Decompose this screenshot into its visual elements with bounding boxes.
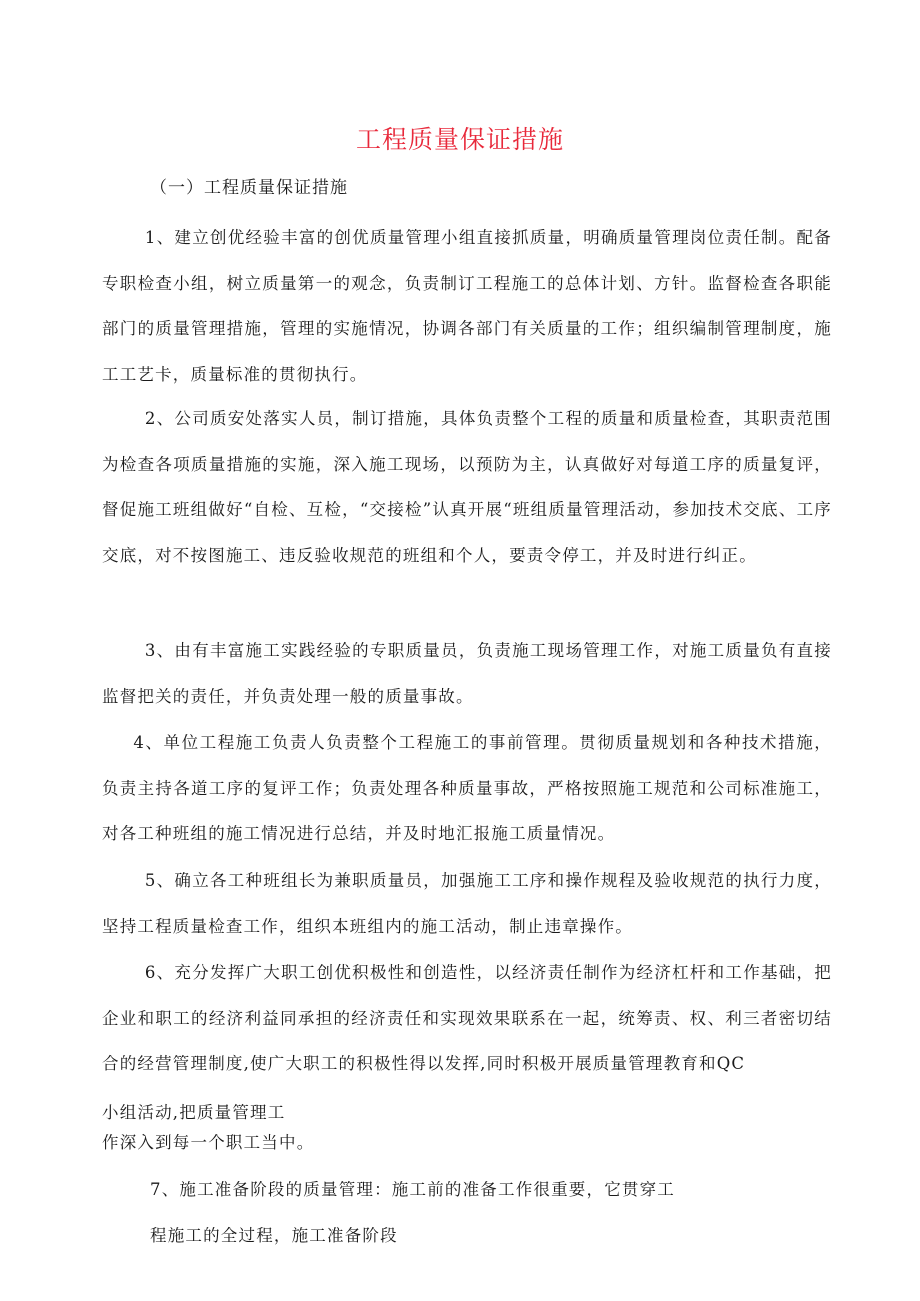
- paragraph-2: 2、公司质安处落实人员，制订措施，具体负责整个工程的质量和质量检查，其职责范围为检查各项质量措施的实施，深入施工现场，以预防为主，认真做好对每道工序的质量复评，督促施工班组做好“自检、互检，“交接检”认真开展“班组质量管理活动，参加技术交底、工序交底，对不按图施工、违反验收规范的班组和个人，要责令停工，并及时进行纠正。: [102, 409, 832, 565]
- paragraph-7-line-2: 程施工的全过程，施工准备阶段: [150, 1226, 398, 1245]
- paragraph-1: 1、建立创优经验丰富的创优质量管理小组直接抓质量，明确质量管理岗位责任制。配备专职检查小组，树立质量第一的观念，负责制订工程施工的总体计划、方针。监督检查各职能部门的质量管理措施，管理的实施情况，协调各部门有关质量的工作；组织编制管理制度，施工工艺卡，质量标准的贯彻执行。: [102, 228, 832, 384]
- paragraph-3: 3、由有丰富施工实践经验的专职质量员，负责施工现场管理工作，对施工质量负有直接监督把关的责任，并负责处理一般的质量事故。: [102, 641, 832, 706]
- section-heading: （一）工程质量保证措施: [150, 178, 348, 198]
- paragraph-4: 4、单位工程施工负责人负责整个工程施工的事前管理。贯彻质量规划和各种技术措施，负责主持各道工序的复评工作；负责处理各种质量事故，严格按照施工规范和公司标准施工，对各工种班组的施工情况进行总结，并及时地汇报施工质量情况。: [102, 733, 832, 844]
- paragraph-6-tail-line-2: 作深入到每一个职工当中。: [102, 1133, 315, 1152]
- paragraph-6-tail-line-1: 小组活动,把质量管理工: [102, 1103, 286, 1122]
- paragraph-7-line-1: 7、施工准备阶段的质量管理：施工前的准备工作很重要，它贯穿工: [150, 1180, 675, 1199]
- paragraph-5: 5、确立各工种班组长为兼职质量员，加强施工工序和操作规程及验收规范的执行力度，坚持工程质量检查工作，组织本班组内的施工活动，制止违章操作。: [102, 871, 832, 936]
- paragraph-6: 6、充分发挥广大职工创优积极性和创造性，以经济责任制作为经济杠杆和工作基础，把企业和职工的经济利益同承担的经济责任和实现效果联系在一起，统筹责、权、利三者密切结合的经营管理制度,使广大职工的积极性得以发挥,同时积极开展质量管理教育和QC: [102, 963, 832, 1074]
- document-title: 工程质量保证措施: [355, 125, 564, 154]
